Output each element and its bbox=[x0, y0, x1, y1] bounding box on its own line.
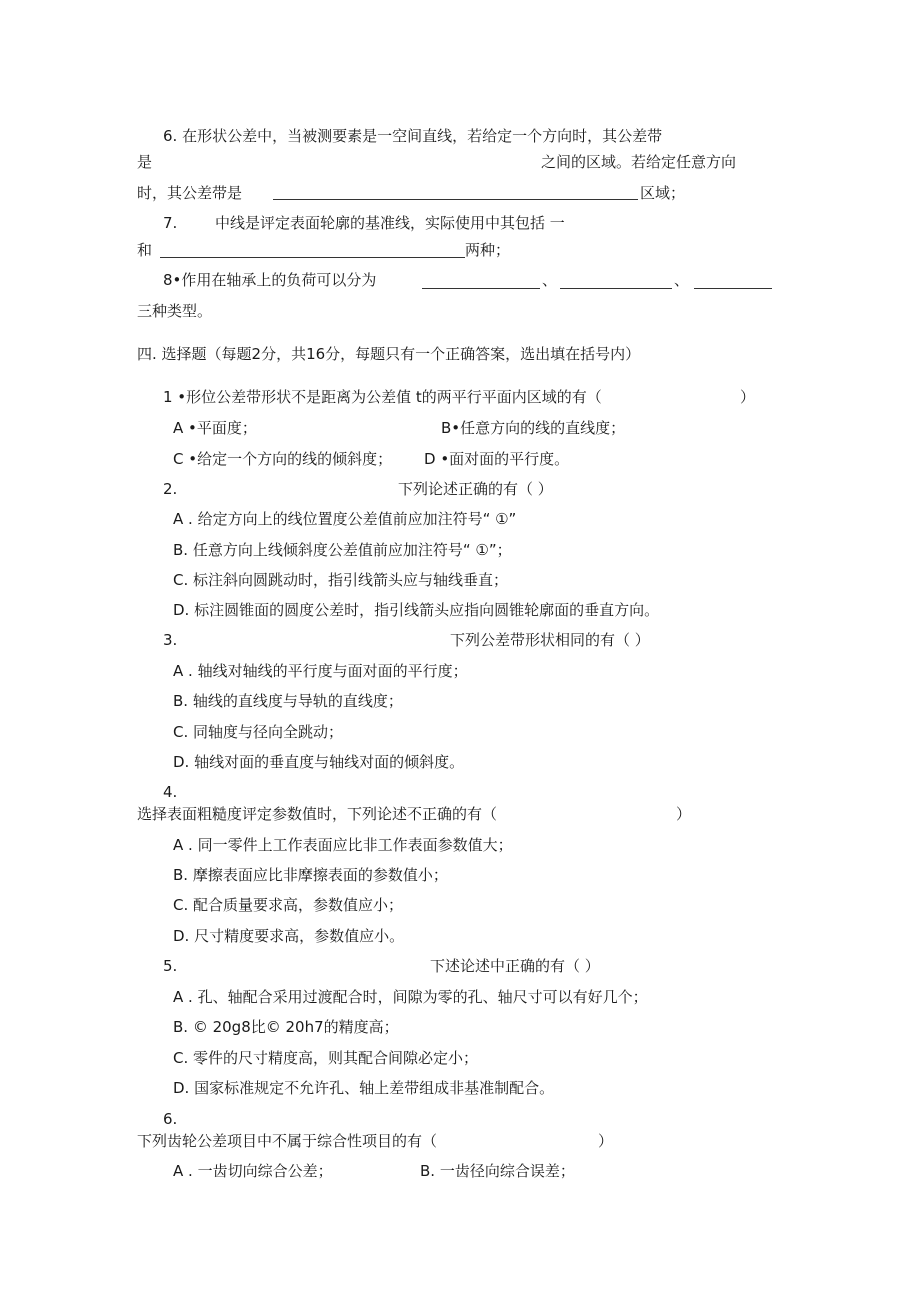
q6-line-3-start: 时，其公差带是 bbox=[137, 184, 243, 202]
q8-separator-1: 、 bbox=[542, 271, 558, 289]
q2-option-a: A . 给定方向上的线位置度公差值前应加注符号“ ①” bbox=[173, 510, 517, 528]
q8-line-2: 三种类型。 bbox=[137, 302, 213, 320]
q2-number: 2. bbox=[163, 480, 178, 498]
section-heading: 四. 选择题（每题2分，共16分，每题只有一个正确答案，选出填在括号内） bbox=[137, 345, 641, 363]
q2-option-d: D. 标注圆锥面的圆度公差时，指引线箭头应指向圆锥轮廓面的垂直方向。 bbox=[173, 601, 660, 619]
q8-line-1: 8•作用在轴承上的负荷可以分为 bbox=[163, 271, 377, 289]
q3-option-d: D. 轴线对面的垂直度与轴线对面的倾斜度。 bbox=[173, 753, 465, 771]
q7-number: 7. bbox=[163, 214, 178, 232]
q6-stem: 下列齿轮公差项目中不属于综合性项目的有（ bbox=[137, 1132, 438, 1150]
q2-stem: 下列论述正确的有（ ） bbox=[398, 480, 553, 498]
q6-answer-blank[interactable] bbox=[273, 199, 638, 200]
q7-answer-blank[interactable] bbox=[160, 257, 465, 258]
q2-option-b: B. 任意方向上线倾斜度公差值前应加注符号“ ①”； bbox=[173, 541, 512, 559]
q5-option-b: B. © 20g8比© 20h7的精度高； bbox=[173, 1018, 399, 1036]
q5-option-c: C. 零件的尺寸精度高，则其配合间隙必定小； bbox=[173, 1049, 479, 1067]
q8-separator-2: 、 bbox=[674, 271, 690, 289]
q1-option-d: D •面对面的平行度。 bbox=[424, 450, 570, 468]
q6-bracket-close: ） bbox=[598, 1132, 614, 1150]
q5-option-a: A . 孔、轴配合采用过渡配合时，间隙为零的孔、轴尺寸可以有好几个； bbox=[173, 988, 648, 1006]
q4-number: 4. bbox=[163, 783, 178, 801]
q6-number: 6. bbox=[163, 1110, 178, 1128]
q2-option-c: C. 标注斜向圆跳动时，指引线箭头应与轴线垂直； bbox=[173, 571, 509, 589]
q7-line-2-end: 两种； bbox=[465, 241, 511, 259]
q3-option-b: B. 轴线的直线度与导轨的直线度； bbox=[173, 692, 403, 710]
q8-answer-blank-3[interactable] bbox=[694, 288, 772, 289]
q7-line-1: 中线是评定表面轮廓的基准线，实际使用中其包括 一 bbox=[215, 214, 565, 232]
q4-bracket-close: ） bbox=[676, 805, 692, 823]
q6-option-a: A . 一齿切向综合公差； bbox=[173, 1162, 333, 1180]
q3-option-c: C. 同轴度与径向全跳动； bbox=[173, 723, 344, 741]
q5-option-d: D. 国家标准规定不允许孔、轴上差带组成非基准制配合。 bbox=[173, 1079, 555, 1097]
q4-option-c: C. 配合质量要求高，参数值应小； bbox=[173, 896, 404, 914]
q4-option-b: B. 摩擦表面应比非摩擦表面的参数值小； bbox=[173, 866, 448, 884]
q5-stem: 下述论述中正确的有（ ） bbox=[430, 957, 600, 975]
q6-option-b: B. 一齿径向综合误差； bbox=[420, 1162, 575, 1180]
q8-answer-blank-1[interactable] bbox=[422, 288, 540, 289]
q5-number: 5. bbox=[163, 957, 178, 975]
q7-line-2-start: 和 bbox=[137, 241, 153, 259]
q6-line-2-start: 是 bbox=[137, 153, 153, 171]
q1-option-b: B•任意方向的线的直线度； bbox=[441, 419, 626, 437]
q6-line-1: 6. 在形状公差中，当被测要素是一空间直线，若给定一个方向时，其公差带 bbox=[163, 127, 663, 145]
q1-option-c: C •给定一个方向的线的倾斜度； bbox=[173, 450, 393, 468]
q3-stem: 下列公差带形状相同的有（ ） bbox=[450, 631, 650, 649]
q8-answer-blank-2[interactable] bbox=[560, 288, 672, 289]
q3-option-a: A . 轴线对轴线的平行度与面对面的平行度； bbox=[173, 662, 468, 680]
q4-option-d: D. 尺寸精度要求高，参数值应小。 bbox=[173, 927, 405, 945]
q6-line-3-end: 区域； bbox=[640, 184, 686, 202]
q3-number: 3. bbox=[163, 631, 178, 649]
q1-stem: 1 •形位公差带形状不是距离为公差值 t的两平行平面内区域的有（ bbox=[163, 388, 602, 406]
q4-option-a: A . 同一零件上工作表面应比非工作表面参数值大； bbox=[173, 836, 513, 854]
q1-bracket-close: ） bbox=[740, 388, 756, 406]
q6-line-2-end: 之间的区域。若给定任意方向 bbox=[541, 153, 737, 171]
q1-option-a: A •平面度； bbox=[173, 419, 257, 437]
q4-stem: 选择表面粗糙度评定参数值时，下列论述不正确的有（ bbox=[137, 805, 498, 823]
